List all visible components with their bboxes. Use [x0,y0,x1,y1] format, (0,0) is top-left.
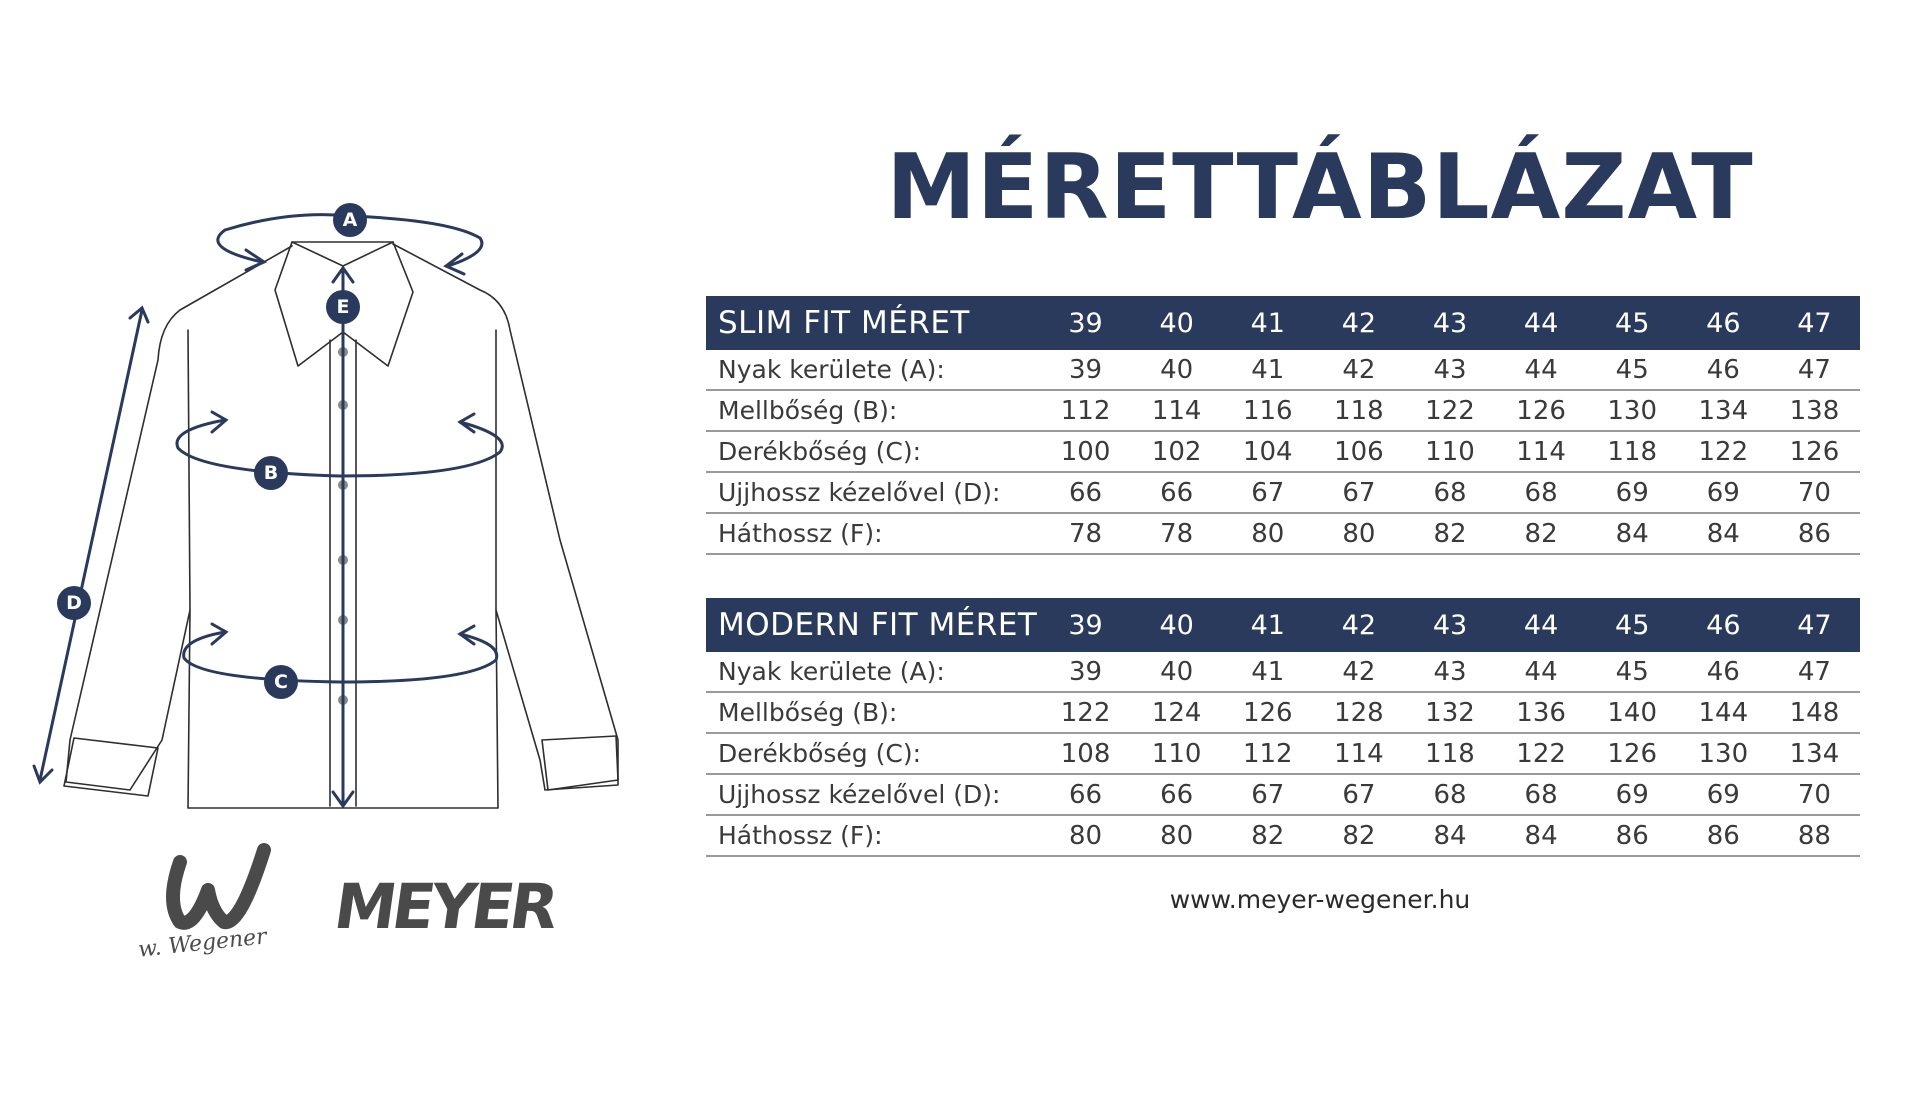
modern-header-label: MODERN FIT MÉRET [706,598,1040,652]
table-cell: 44 [1496,350,1587,390]
table-row [706,774,1860,815]
measure-label-a: A [333,203,367,237]
table-cell: 140 [1587,692,1678,733]
table-cell: 110 [1131,733,1222,774]
table-cell: 126 [1769,431,1860,472]
wegener-logo-mark [160,842,280,932]
table-cell: 102 [1131,431,1222,472]
table-cell: 144 [1678,692,1769,733]
size-header: 46 [1678,598,1769,652]
row-label: Ujjhossz kézelővel (D): [706,472,1040,513]
table-cell: 66 [1040,774,1131,815]
table-cell: 69 [1678,472,1769,513]
row-label: Ujjhossz kézelővel (D): [706,774,1040,815]
table-cell: 66 [1131,472,1222,513]
table-cell: 104 [1222,431,1313,472]
table-cell: 84 [1404,815,1495,856]
table-cell: 82 [1222,815,1313,856]
table-cell: 78 [1040,513,1131,554]
table-cell: 68 [1496,472,1587,513]
chest-measure-arrow [177,420,502,476]
table-cell: 126 [1222,692,1313,733]
measure-label-c: C [264,665,298,699]
row-label: Háthossz (F): [706,815,1040,856]
table-cell: 122 [1678,431,1769,472]
table-cell: 44 [1496,652,1587,692]
size-header: 41 [1222,598,1313,652]
modern-header-row [706,598,1860,652]
size-header: 39 [1040,598,1131,652]
table-cell: 80 [1313,513,1404,554]
table-cell: 47 [1769,652,1860,692]
table-cell: 47 [1769,350,1860,390]
table-cell: 84 [1678,513,1769,554]
table-cell: 100 [1040,431,1131,472]
slim-header-label: SLIM FIT MÉRET [706,296,1040,350]
table-cell: 114 [1131,390,1222,431]
table-cell: 70 [1769,472,1860,513]
table-cell: 69 [1587,472,1678,513]
table-row [706,815,1860,856]
table-cell: 39 [1040,350,1131,390]
table-cell: 40 [1131,652,1222,692]
table-cell: 67 [1222,472,1313,513]
size-header: 40 [1131,296,1222,350]
table-cell: 84 [1587,513,1678,554]
table-cell: 122 [1496,733,1587,774]
size-header: 46 [1678,296,1769,350]
table-cell: 68 [1496,774,1587,815]
table-cell: 82 [1404,513,1495,554]
table-cell: 108 [1040,733,1131,774]
measure-label-b: B [254,456,288,490]
table-cell: 78 [1131,513,1222,554]
size-header: 45 [1587,296,1678,350]
row-label: Háthossz (F): [706,513,1040,554]
table-cell: 122 [1040,692,1131,733]
table-cell: 70 [1769,774,1860,815]
table-cell: 136 [1496,692,1587,733]
row-label: Nyak kerülete (A): [706,350,1040,390]
row-label: Derékbőség (C): [706,733,1040,774]
table-cell: 67 [1222,774,1313,815]
table-cell: 86 [1678,815,1769,856]
row-label: Nyak kerülete (A): [706,652,1040,692]
table-row [706,692,1860,733]
table-cell: 86 [1587,815,1678,856]
table-cell: 42 [1313,350,1404,390]
table-cell: 39 [1040,652,1131,692]
table-cell: 118 [1587,431,1678,472]
table-cell: 112 [1222,733,1313,774]
table-cell: 66 [1040,472,1131,513]
size-header: 45 [1587,598,1678,652]
measure-label-e: E [326,290,360,324]
table-row [706,472,1860,513]
sleeve-length-arrow [40,310,142,780]
table-cell: 66 [1131,774,1222,815]
table-cell: 82 [1313,815,1404,856]
table-row [706,513,1860,554]
size-header: 40 [1131,598,1222,652]
table-cell: 132 [1404,692,1495,733]
table-row [706,733,1860,774]
size-header: 43 [1404,296,1495,350]
size-header: 42 [1313,598,1404,652]
table-cell: 80 [1131,815,1222,856]
row-label: Mellbőség (B): [706,390,1040,431]
table-cell: 69 [1678,774,1769,815]
table-row [706,431,1860,472]
table-cell: 148 [1769,692,1860,733]
right-cuff [542,736,618,790]
table-cell: 46 [1678,652,1769,692]
table-cell: 41 [1222,652,1313,692]
table-cell: 110 [1404,431,1495,472]
table-cell: 41 [1222,350,1313,390]
table-row [706,390,1860,431]
wegener-signature-logo: w. Wegener [137,924,268,963]
table-cell: 43 [1404,652,1495,692]
size-header: 47 [1769,296,1860,350]
table-cell: 67 [1313,774,1404,815]
size-header: 47 [1769,598,1860,652]
table-cell: 106 [1313,431,1404,472]
table-cell: 116 [1222,390,1313,431]
size-header: 41 [1222,296,1313,350]
table-cell: 84 [1496,815,1587,856]
size-header: 43 [1404,598,1495,652]
page-title: MÉRETTÁBLÁZAT [886,135,1754,240]
slim-fit-size-table [706,296,1860,555]
table-cell: 40 [1131,350,1222,390]
table-cell: 82 [1496,513,1587,554]
table-cell: 88 [1769,815,1860,856]
table-cell: 45 [1587,350,1678,390]
table-cell: 43 [1404,350,1495,390]
meyer-logo: MEYER [329,870,560,943]
table-cell: 68 [1404,774,1495,815]
size-header: 42 [1313,296,1404,350]
table-cell: 67 [1313,472,1404,513]
table-cell: 126 [1587,733,1678,774]
table-cell: 46 [1678,350,1769,390]
table-cell: 118 [1404,733,1495,774]
table-row [706,350,1860,390]
size-header: 44 [1496,296,1587,350]
table-cell: 114 [1313,733,1404,774]
website-url: www.meyer-wegener.hu [1169,885,1471,914]
measure-label-d: D [57,586,91,620]
table-cell: 130 [1678,733,1769,774]
table-cell: 126 [1496,390,1587,431]
table-cell: 124 [1131,692,1222,733]
slim-header-row [706,296,1860,350]
table-cell: 80 [1222,513,1313,554]
table-cell: 122 [1404,390,1495,431]
waist-measure-arrow [184,632,497,682]
row-label: Mellbőség (B): [706,692,1040,733]
table-cell: 45 [1587,652,1678,692]
table-cell: 134 [1678,390,1769,431]
table-cell: 86 [1769,513,1860,554]
row-label: Derékbőség (C): [706,431,1040,472]
size-header: 44 [1496,598,1587,652]
table-cell: 128 [1313,692,1404,733]
table-cell: 134 [1769,733,1860,774]
table-cell: 138 [1769,390,1860,431]
table-cell: 118 [1313,390,1404,431]
table-cell: 69 [1587,774,1678,815]
table-cell: 80 [1040,815,1131,856]
table-row [706,652,1860,692]
table-cell: 114 [1496,431,1587,472]
size-header: 39 [1040,296,1131,350]
table-cell: 130 [1587,390,1678,431]
table-cell: 112 [1040,390,1131,431]
table-cell: 42 [1313,652,1404,692]
table-cell: 68 [1404,472,1495,513]
modern-fit-size-table [706,598,1860,857]
